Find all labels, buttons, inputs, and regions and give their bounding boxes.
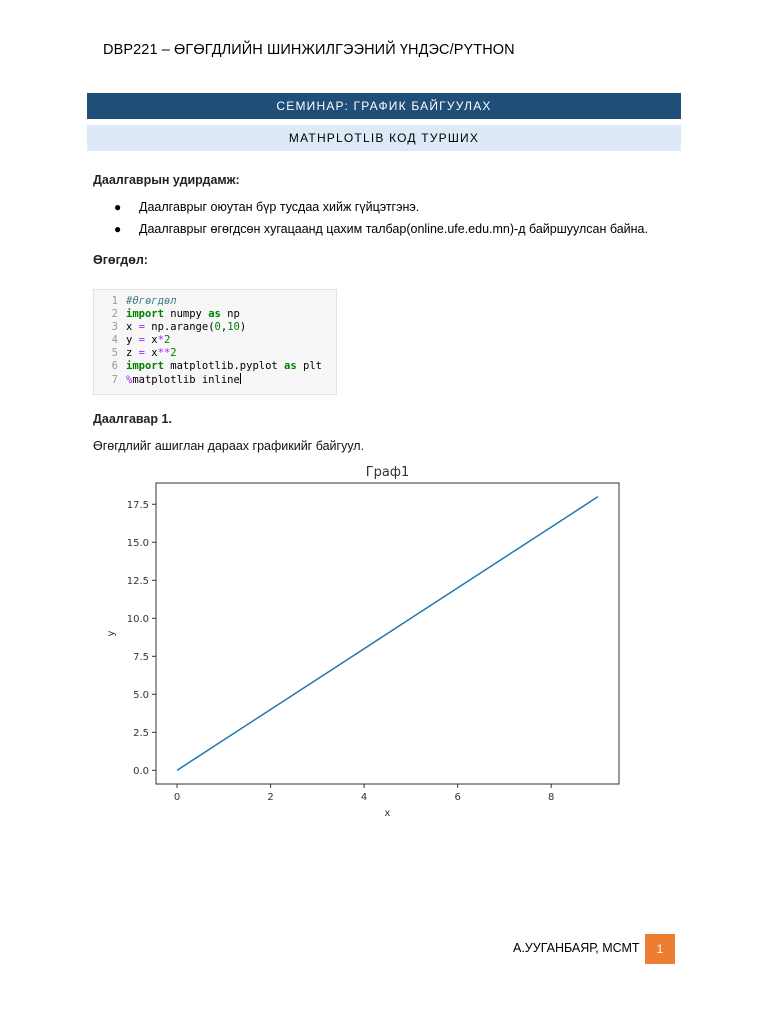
bullet-icon: ● (114, 200, 122, 214)
y-axis-label: y (106, 630, 117, 637)
code-line (94, 347, 177, 360)
seminar-banner: СЕМИНАР: ГРАФИК БАЙГУУЛАХ (87, 93, 681, 119)
page-number: 1 (645, 934, 675, 964)
x-axis-label: x (384, 808, 391, 819)
code-keyword: import (126, 360, 164, 372)
code-text: numpy (163, 308, 209, 320)
code-text: plt (296, 360, 322, 372)
code-line (94, 295, 177, 308)
code-number: 2 (170, 347, 177, 359)
code-text: x (126, 321, 139, 333)
x-tick-label: 4 (360, 792, 368, 803)
line-number: 4 (111, 334, 118, 346)
list-item (114, 196, 648, 218)
y-tick-label: 12.5 (126, 575, 149, 587)
bullet-icon: ● (114, 222, 122, 236)
x-tick-label: 2 (267, 792, 274, 803)
y-tick-label: 10.0 (126, 613, 149, 625)
code-cell[interactable] (93, 289, 337, 395)
code-operator: = (138, 347, 145, 359)
x-tick-label: 6 (454, 792, 461, 803)
line-number: 7 (111, 374, 118, 386)
task1-text: Өгөгдлийг ашиглан дараах графикийг байгуул. (93, 439, 365, 453)
code-keyword: import (126, 308, 164, 320)
y-tick-label: 2.5 (133, 727, 149, 739)
code-number: 0 (214, 321, 221, 333)
y-tick-label: 15.0 (126, 537, 149, 549)
code-text: np (220, 308, 240, 320)
instruction-text: Даалгаврыг өгөгдсөн хугацаанд цахим талбар(online.ufe.edu.mn)-д байршуулсан байна. (139, 222, 648, 236)
code-line (94, 321, 246, 334)
code-operator: ** (157, 347, 171, 359)
line-chart (95, 462, 635, 819)
y-tick-label: 7.5 (133, 651, 149, 663)
code-operator: = (138, 334, 145, 346)
document-header: DBP221 – ӨГӨГДЛИЙН ШИНЖИЛГЭЭНИЙ ҮНДЭС/PYTHON (103, 42, 515, 58)
instructions-heading: Даалгаврын удирдамж: (93, 173, 240, 187)
instruction-text: Даалгаврыг оюутан бүр тусдаа хийж гүйцэтгэнэ. (139, 200, 420, 214)
code-line (94, 308, 240, 321)
code-number: 2 (163, 334, 171, 346)
instructions-list (114, 196, 648, 240)
task1-heading: Даалгавар 1. (93, 412, 172, 426)
code-text: x (144, 347, 158, 359)
topic-banner: MATHPLOTLIB КОД ТУРШИХ (87, 125, 681, 151)
line-number: 5 (111, 347, 118, 359)
code-line (94, 360, 322, 373)
code-text: matplotlib.pyplot (163, 360, 285, 372)
code-operator: % (126, 374, 133, 386)
code-text: y (126, 334, 139, 346)
y-tick-label: 0.0 (133, 765, 149, 777)
code-text: np.arange( (144, 321, 215, 333)
code-keyword: as (208, 308, 221, 320)
code-text: ) (239, 321, 247, 333)
code-text: matplotlib inline (132, 374, 240, 386)
x-tick-label: 8 (547, 792, 555, 803)
y-tick-label: 5.0 (133, 689, 149, 701)
line-number: 1 (111, 295, 118, 307)
footer-author: А.УУГАНБАЯР, МСМТ (513, 941, 640, 955)
data-heading: Өгөгдөл: (93, 253, 148, 267)
code-text: z (126, 347, 139, 359)
code-text: x (144, 334, 158, 346)
x-tick-label: 0 (173, 792, 181, 803)
list-item (114, 218, 648, 240)
code-keyword: as (284, 360, 297, 372)
line-number: 3 (111, 321, 118, 333)
text-cursor (240, 373, 241, 384)
chart-title: Граф1 (365, 465, 410, 480)
code-line (94, 334, 170, 347)
code-operator: * (157, 334, 164, 346)
code-line (94, 373, 241, 386)
code-text: , (220, 321, 228, 333)
line-number: 6 (111, 360, 118, 372)
code-comment: #Өгөгдөл (126, 295, 177, 307)
code-operator: = (138, 321, 145, 333)
y-tick-label: 17.5 (126, 499, 149, 511)
line-number: 2 (111, 308, 118, 320)
code-number: 10 (227, 321, 240, 333)
